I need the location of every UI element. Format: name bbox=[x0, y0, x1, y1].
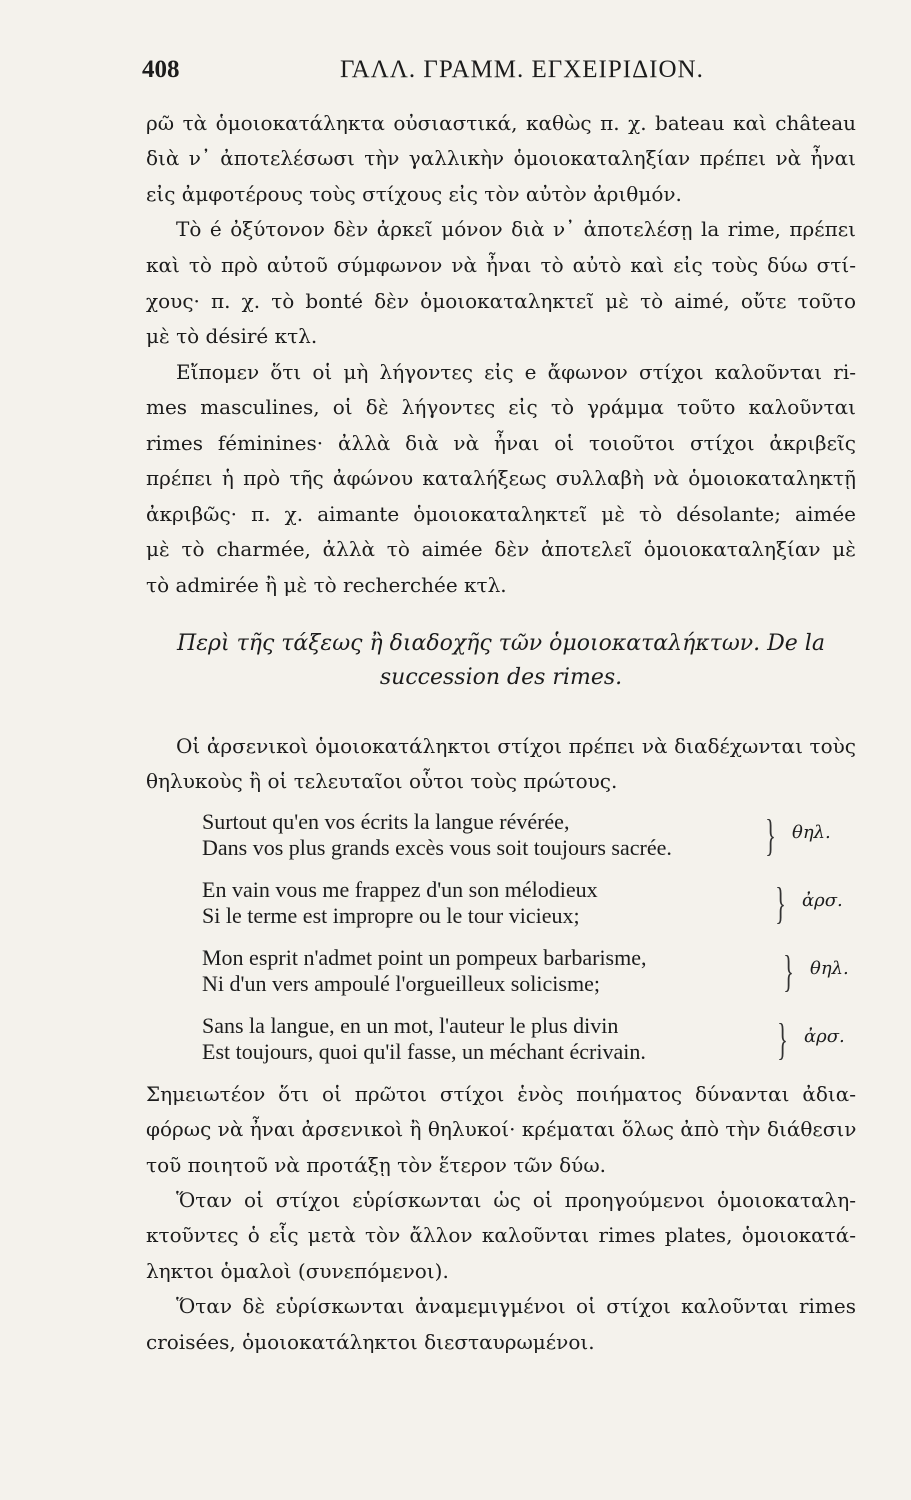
text-line: μὲ τὸ désiré κτλ. bbox=[146, 324, 318, 348]
text-line: ληκτοι ὁμαλοὶ (συνεπόμενοι). bbox=[146, 1259, 449, 1283]
verse-line: Est toujours, quoi qu'il fasse, un méchant écrivain. bbox=[202, 1039, 646, 1064]
text-line: τοῦ ποιητοῦ νὰ προτάξῃ τὸν ἕτερον τῶν δύω. bbox=[146, 1153, 606, 1177]
text-line: τὸ admirée ἢ μὲ τὸ recherchée κτλ. bbox=[146, 573, 507, 597]
text-line: διὰ ν᾽ ἀποτελέσωσι τὴν γαλλικὴν ὁμοιοκαταληξίαν πρέπει νὰ ἦναι bbox=[146, 146, 856, 170]
brace: } bbox=[777, 1015, 788, 1064]
text-line: Οἱ ἀρσενικοὶ ὁμοιοκατάληκτοι στίχοι πρέπει νὰ διαδέχωνται τοὺς bbox=[176, 734, 856, 758]
text-line: Τὸ é ὀξύτονον δὲν ἀρκεῖ μόνον διὰ ν᾽ ἀποτελέσῃ la rime, πρέπει bbox=[176, 217, 856, 241]
text-line: καὶ τὸ πρὸ αὐτοῦ σύμφωνον νὰ ἦναι τὸ αὐτὸ καὶ εἰς τοὺς δύω στί- bbox=[146, 253, 856, 277]
text-line: croisées, ὁμοιοκατάληκτοι διεσταυρωμένοι. bbox=[146, 1330, 595, 1354]
section-heading: Περὶ τῆς τάξεως ἢ διαδοχῆς τῶν ὁμοιοκαταλήκτων. De la bbox=[177, 631, 825, 656]
verse-line: Mon esprit n'admet point un pompeux barbarisme, bbox=[202, 945, 647, 970]
text-line: κτοῦντες ὁ εἷς μετὰ τὸν ἄλλον καλοῦνται rimes plates, ὁμοιοκατά- bbox=[146, 1223, 856, 1247]
verse-label: θηλ. bbox=[792, 822, 831, 843]
text-line: εἰς ἀμφοτέρους τοὺς στίχους εἰς τὸν αὐτὸν ἀριθμόν. bbox=[146, 182, 682, 206]
text-line: πρέπει ἡ πρὸ τῆς ἀφώνου καταλήξεως συλλαβὴ νὰ ὁμοιοκαταληκτῇ bbox=[146, 466, 856, 490]
verse-line: Ni d'un vers ampoulé l'orgueilleux solicisme; bbox=[202, 971, 600, 996]
brace: } bbox=[775, 879, 786, 928]
verse-line: En vain vous me frappez d'un son mélodieux bbox=[202, 877, 598, 902]
verse-line: Dans vos plus grands excès vous soit toujours sacrée. bbox=[202, 835, 672, 860]
verse-label: ἀρσ. bbox=[804, 1026, 845, 1047]
text-line: ἀκριβῶς· π. χ. aimante ὁμοιοκαταληκτεῖ μὲ τὸ désolante; aimée bbox=[146, 502, 856, 526]
text-line: φόρως νὰ ἦναι ἀρσενικοὶ ἢ θηλυκοί· κρέμαται ὅλως ἀπὸ τὴν διάθεσιν bbox=[146, 1117, 857, 1141]
text-line: ρῶ τὰ ὁμοιοκατάληκτα οὐσιαστικά, καθὼς π. χ. bateau καὶ château bbox=[146, 111, 856, 135]
text-line: rimes féminines· ἀλλὰ διὰ νὰ ἦναι οἱ τοιοῦτοι στίχοι ἀκριβεῖς bbox=[146, 431, 856, 455]
brace: } bbox=[783, 947, 794, 996]
verse-line: Surtout qu'en vos écrits la langue révérée, bbox=[202, 809, 570, 834]
verse-label: θηλ. bbox=[810, 958, 849, 979]
verse-label: ἀρσ. bbox=[802, 890, 843, 911]
text-line: mes masculines, οἱ δὲ λήγοντες εἰς τὸ γράμμα τοῦτο καλοῦνται bbox=[146, 395, 856, 419]
text-line: χους· π. χ. τὸ bonté δὲν ὁμοιοκαταληκτεῖ μὲ τὸ aimé, οὔτε τοῦτο bbox=[146, 289, 856, 313]
text-line: Εἴπομεν ὅτι οἱ μὴ λήγοντες εἰς e ἄφωνον στίχοι καλοῦνται ri- bbox=[176, 360, 856, 384]
page-number: 408 bbox=[142, 56, 180, 83]
brace: } bbox=[765, 811, 776, 860]
running-title: ΓΑΛΛ. ΓΡΑΜΜ. ΕΓΧΕΙΡΙΔΙΟΝ. bbox=[340, 56, 704, 83]
verse-line: Sans la langue, en un mot, l'auteur le plus divin bbox=[202, 1013, 619, 1038]
text-line: Σημειωτέον ὅτι οἱ πρῶτοι στίχοι ἑνὸς ποιήματος δύνανται ἀδια- bbox=[146, 1082, 856, 1106]
page-header bbox=[140, 44, 860, 104]
text-line: Ὅταν δὲ εὑρίσκωνται ἀναμεμιγμένοι οἱ στίχοι καλοῦνται rimes bbox=[176, 1294, 856, 1318]
text-line: μὲ τὸ charmée, ἀλλὰ τὸ aimée δὲν ἀποτελεῖ ὁμοιοκαταληξίαν μὲ bbox=[146, 537, 856, 561]
section-heading: succession des rimes. bbox=[379, 665, 623, 690]
text-line: Ὅταν οἱ στίχοι εὑρίσκωνται ὡς οἱ προηγούμενοι ὁμοιοκαταλη- bbox=[176, 1188, 856, 1212]
text-line: θηλυκοὺς ἢ οἱ τελευταῖοι οὗτοι τοὺς πρώτους. bbox=[146, 769, 618, 793]
verse-line: Si le terme est impropre ou le tour vicieux; bbox=[202, 903, 580, 928]
